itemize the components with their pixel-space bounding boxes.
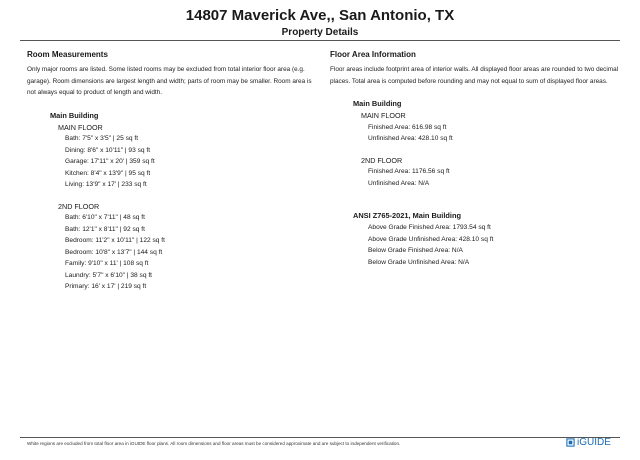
room-row: Primary: 16' x 17' | 219 sq ft <box>65 283 147 290</box>
room-row: Bedroom: 11'2" x 10'11" | 122 sq ft <box>65 237 165 244</box>
ansi-row: Below Grade Unfinished Area: N/A <box>368 258 470 266</box>
room-row: Living: 13'9" x 17' | 233 sq ft <box>65 181 147 188</box>
footer-divider <box>20 437 620 438</box>
room-row: Dining: 8'6" x 10'11" | 93 sq ft <box>65 146 151 154</box>
page-title: 14807 Maverick Ave,, San Antonio, TX <box>185 7 455 24</box>
ansi-row: Above Grade Finished Area: 1793.54 sq ft <box>368 224 491 231</box>
area-row: Unfinished Area: 428.10 sq ft <box>368 135 453 142</box>
floor-area-section <box>330 50 622 268</box>
floor-area-heading: Floor Area Information <box>330 50 416 59</box>
floor-name: 2ND FLOOR <box>58 201 100 211</box>
header-divider <box>20 40 620 41</box>
logo-text: iGUIDE <box>577 437 611 448</box>
room-row: Kitchen: 8'4" x 13'9" | 95 sq ft <box>65 169 151 177</box>
building-name: Main Building <box>50 110 99 120</box>
footer-disclaimer: White regions are excluded from total floor area in iGUIDE floor plans. All room dimensions and floor areas must be considered approximate and are subject to independent verification. <box>27 441 401 446</box>
iguide-logo-icon <box>566 438 575 447</box>
room-row: Garage: 17'11" x 20' | 359 sq ft <box>65 158 155 165</box>
room-measurements-note: Only major rooms are listed. Some listed rooms may be excluded from total interior floor area (e.g. garage). Room dimensions are largest length and width; parts of room may be smaller. Room area is not always equal to product of length and width. <box>27 66 312 96</box>
floor-name: MAIN FLOOR <box>361 111 406 120</box>
room-measurements-heading: Room Measurements <box>27 50 108 59</box>
room-row: Laundry: 5'7" x 6'10" | 38 sq ft <box>65 271 152 279</box>
floor-name: MAIN FLOOR <box>58 122 103 132</box>
ansi-row: Below Grade Finished Area: N/A <box>368 247 463 254</box>
building-name: Main Building <box>353 99 402 108</box>
page-subtitle: Property Details <box>281 27 359 38</box>
ansi-heading: ANSI Z765-2021, Main Building <box>353 211 462 220</box>
area-row: Unfinished Area: N/A <box>368 179 430 187</box>
floor-name: 2ND FLOOR <box>361 155 403 165</box>
area-row: Finished Area: 616.98 sq ft <box>368 123 447 131</box>
room-measurements-section <box>27 50 319 293</box>
room-row: Family: 9'10" x 11' | 108 sq ft <box>65 260 149 267</box>
room-row: Bedroom: 10'8" x 13'7" | 144 sq ft <box>65 248 163 256</box>
room-row: Bath: 6'10" x 7'11" | 48 sq ft <box>65 214 145 221</box>
brand-logo <box>566 437 611 448</box>
room-row: Bath: 7'5" x 3'5" | 25 sq ft <box>65 135 139 142</box>
area-row: Finished Area: 1176.56 sq ft <box>368 168 450 175</box>
room-row: Bath: 12'1" x 8'11" | 92 sq ft <box>65 225 145 233</box>
floor-area-note: Floor areas include footprint area of interior walls. All displayed floor areas are rounded to two decimal places. Total area is computed before rounding and may not equal to sum of displayed floor areas. <box>330 66 619 85</box>
ansi-row: Above Grade Unfinished Area: 428.10 sq ft <box>368 235 494 243</box>
